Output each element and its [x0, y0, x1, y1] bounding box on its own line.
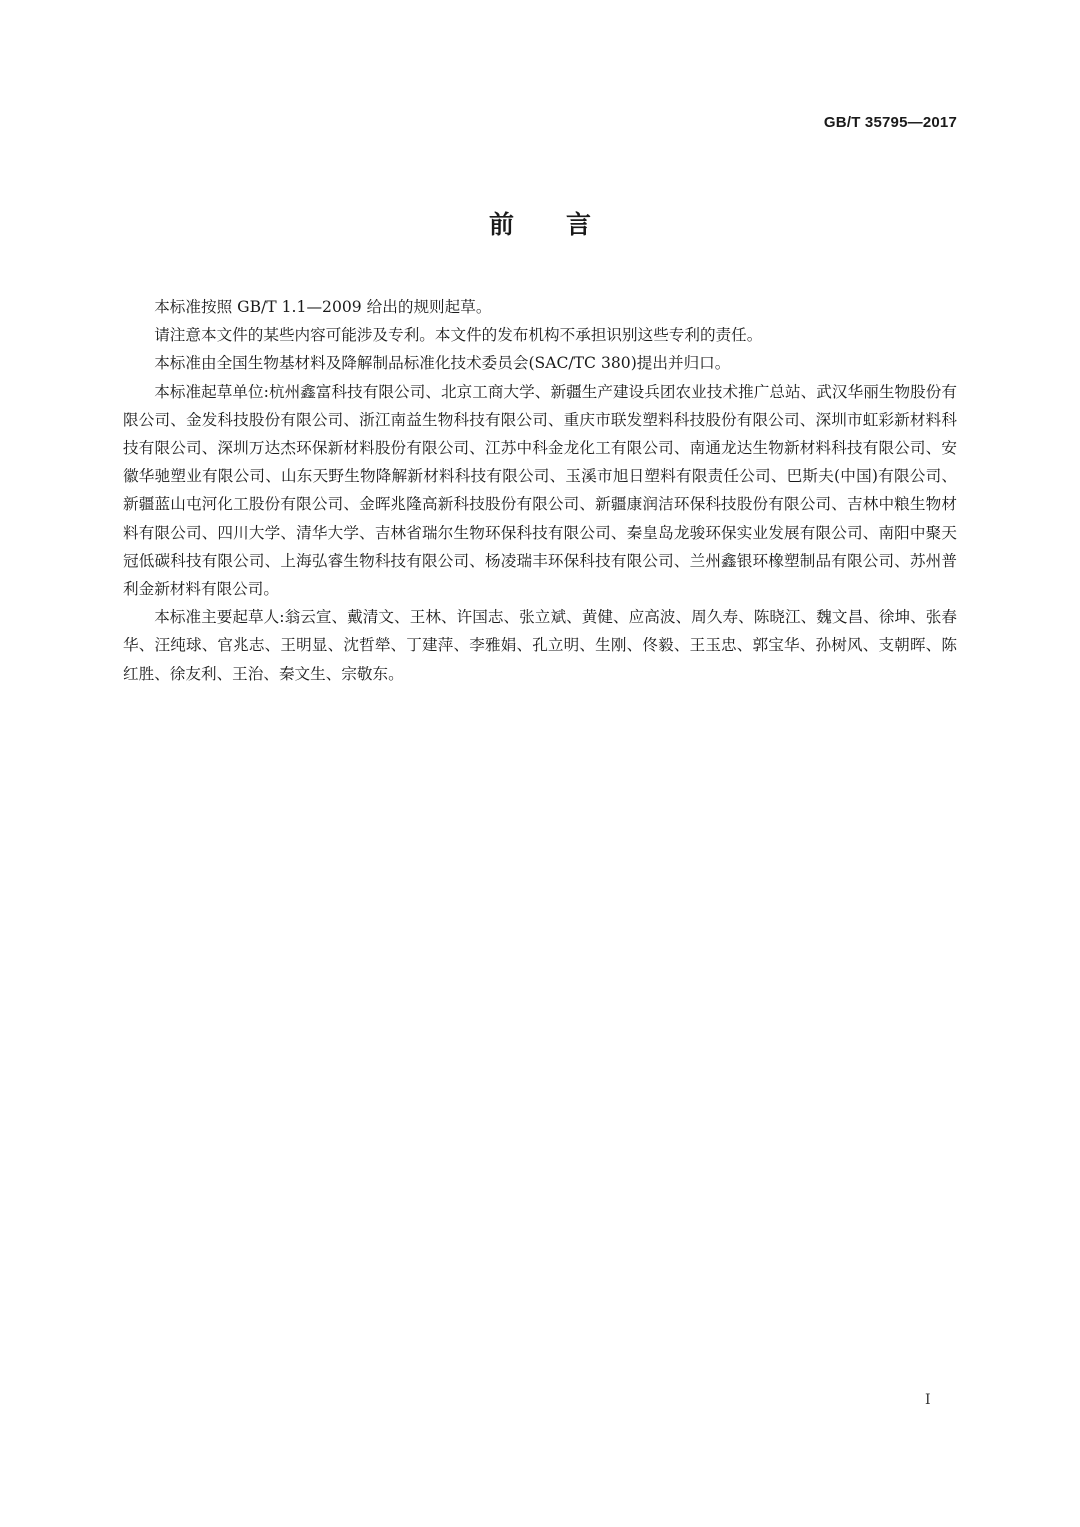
- page-title: 前言: [488, 210, 643, 239]
- foreword-body: [123, 293, 957, 688]
- paragraph-patent-notice: 请注意本文件的某些内容可能涉及专利。本文件的发布机构不承担识别这些专利的责任。: [154, 326, 763, 345]
- paragraph-committee: 本标准由全国生物基材料及降解制品标准化技术委员会(SAC/TC 380)提出并归口。: [154, 354, 731, 373]
- page-number: I: [925, 1392, 931, 1408]
- paragraph-drafters: 本标准主要起草人:翁云宣、戴清文、王林、许国志、张立斌、黄健、应高波、周久寿、陈晓江、魏文昌、徐坤、张春华、汪纯球、官兆志、王明显、沈哲犖、丁建萍、李雅娟、孔立明、生刚、佟毅、王玉忠、郭宝华、孙树风、支朝晖、陈红胜、徐友利、王治、秦文生、宗敬东。: [123, 608, 957, 683]
- paragraph-drafting-units: 本标准起草单位:杭州鑫富科技有限公司、北京工商大学、新疆生产建设兵团农业技术推广总站、武汉华丽生物股份有限公司、金发科技股份有限公司、浙江南益生物科技有限公司、重庆市联发塑料科技股份有限公司、深圳市虹彩新材料科技有限公司、深圳万达杰环保新材料股份有限公司、江苏中科金龙化工有限公司、南通龙达生物新材料科技有限公司、安徽华驰塑业有限公司、山东天野生物降解新材料科技有限公司、玉溪市旭日塑料有限责任公司、巴斯夫(中国)有限公司、新疆蓝山屯河化工股份有限公司、金晖兆隆高新科技股份有限公司、新疆康润洁环保科技股份有限公司、吉林中粮生物材料有限公司、四川大学、清华大学、吉林省瑞尔生物环保科技有限公司、秦皇岛龙骏环保实业发展有限公司、南阳中聚天冠低碳科技有限公司、上海弘睿生物科技有限公司、杨凌瑞丰环保科技有限公司、兰州鑫银环橡塑制品有限公司、苏州普利金新材料有限公司。: [123, 382, 957, 599]
- standard-code: GB/T 35795—2017: [823, 114, 957, 131]
- paragraph-drafting-rules: 本标准按照 GB/T 1.1—2009 给出的规则起草。: [154, 298, 492, 316]
